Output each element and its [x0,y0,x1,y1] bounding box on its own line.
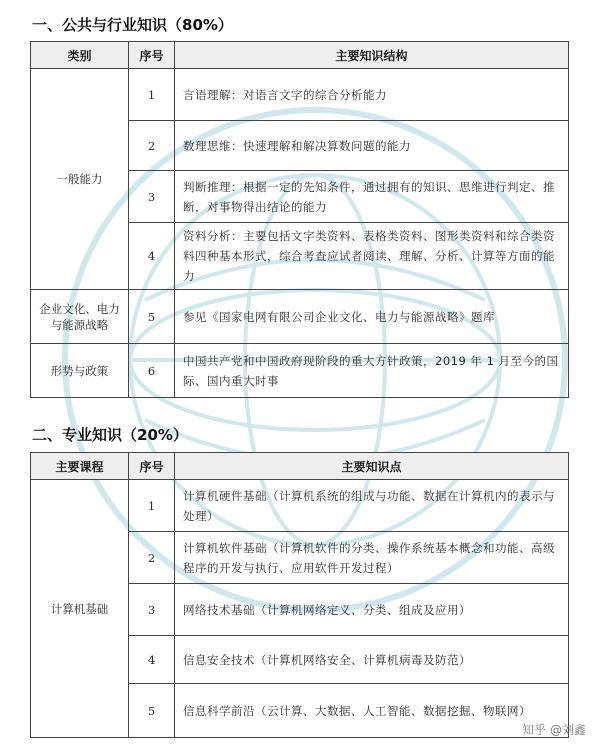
row-number: 5 [129,290,175,344]
col-header-course: 主要课程 [31,453,129,480]
table-row [31,480,569,532]
category-cell: 形势与政策 [31,344,129,398]
general-knowledge-table [30,41,569,398]
table-row [31,69,569,121]
table-row [31,290,569,344]
section1-title: 一、公共与行业知识（80%） [32,16,233,34]
row-text: 中国共产党和中国政府现阶段的重大方针政策，2019 年 1 月至今的国际、国内重大时事 [175,344,569,398]
row-text: 判断推理：根据一定的先知条件，通过拥有的知识、思维进行判定、推断，对事物得出结论的能力 [175,171,569,223]
col-header-content: 主要知识点 [175,453,569,480]
section2-title: 二、专业知识（20%） [32,426,188,444]
row-text: 信息安全技术（计算机网络安全、计算机病毒及防范） [175,636,569,684]
row-text: 数理思维：快速理解和解决算数问题的能力 [175,121,569,171]
row-number: 1 [129,480,175,532]
row-text: 计算机软件基础（计算机软件的分类、操作系统基本概念和功能、高级程序的开发与执行、应用软件开发过程） [175,532,569,584]
col-header-content: 主要知识结构 [175,42,569,69]
author-credit: 知乎 @刘鑫 [522,723,586,737]
col-header-number: 序号 [129,453,175,480]
row-number: 1 [129,69,175,121]
row-text: 参见《国家电网有限公司企业文化、电力与能源战略》题库 [175,290,569,344]
row-text: 网络技术基础（计算机网络定义、分类、组成及应用） [175,584,569,636]
row-number: 2 [129,121,175,171]
category-cell: 企业文化、电力与能源战略 [31,290,129,344]
category-cell: 一般能力 [31,69,129,290]
row-number: 6 [129,344,175,398]
table-header-row [31,453,569,480]
professional-knowledge-table [30,452,569,738]
row-text: 计算机硬件基础（计算机系统的组成与功能、数据在计算机内的表示与处理） [175,480,569,532]
col-header-category: 类别 [31,42,129,69]
row-number: 3 [129,584,175,636]
row-number: 4 [129,636,175,684]
row-number: 4 [129,223,175,290]
row-text: 资料分析：主要包括文字类资料、表格类资料、图形类资料和综合类资料四种基本形式，综合考查应试者阅读、理解、分析、计算等方面的能力 [175,223,569,290]
row-text: 信息科学前沿（云计算、大数据、人工智能、数据挖掘、物联网） [175,684,569,738]
row-text: 言语理解：对语言文字的综合分析能力 [175,69,569,121]
course-cell: 计算机基础 [31,480,129,738]
table-header-row [31,42,569,69]
row-number: 2 [129,532,175,584]
col-header-number: 序号 [129,42,175,69]
row-number: 5 [129,684,175,738]
row-number: 3 [129,171,175,223]
table-row [31,344,569,398]
